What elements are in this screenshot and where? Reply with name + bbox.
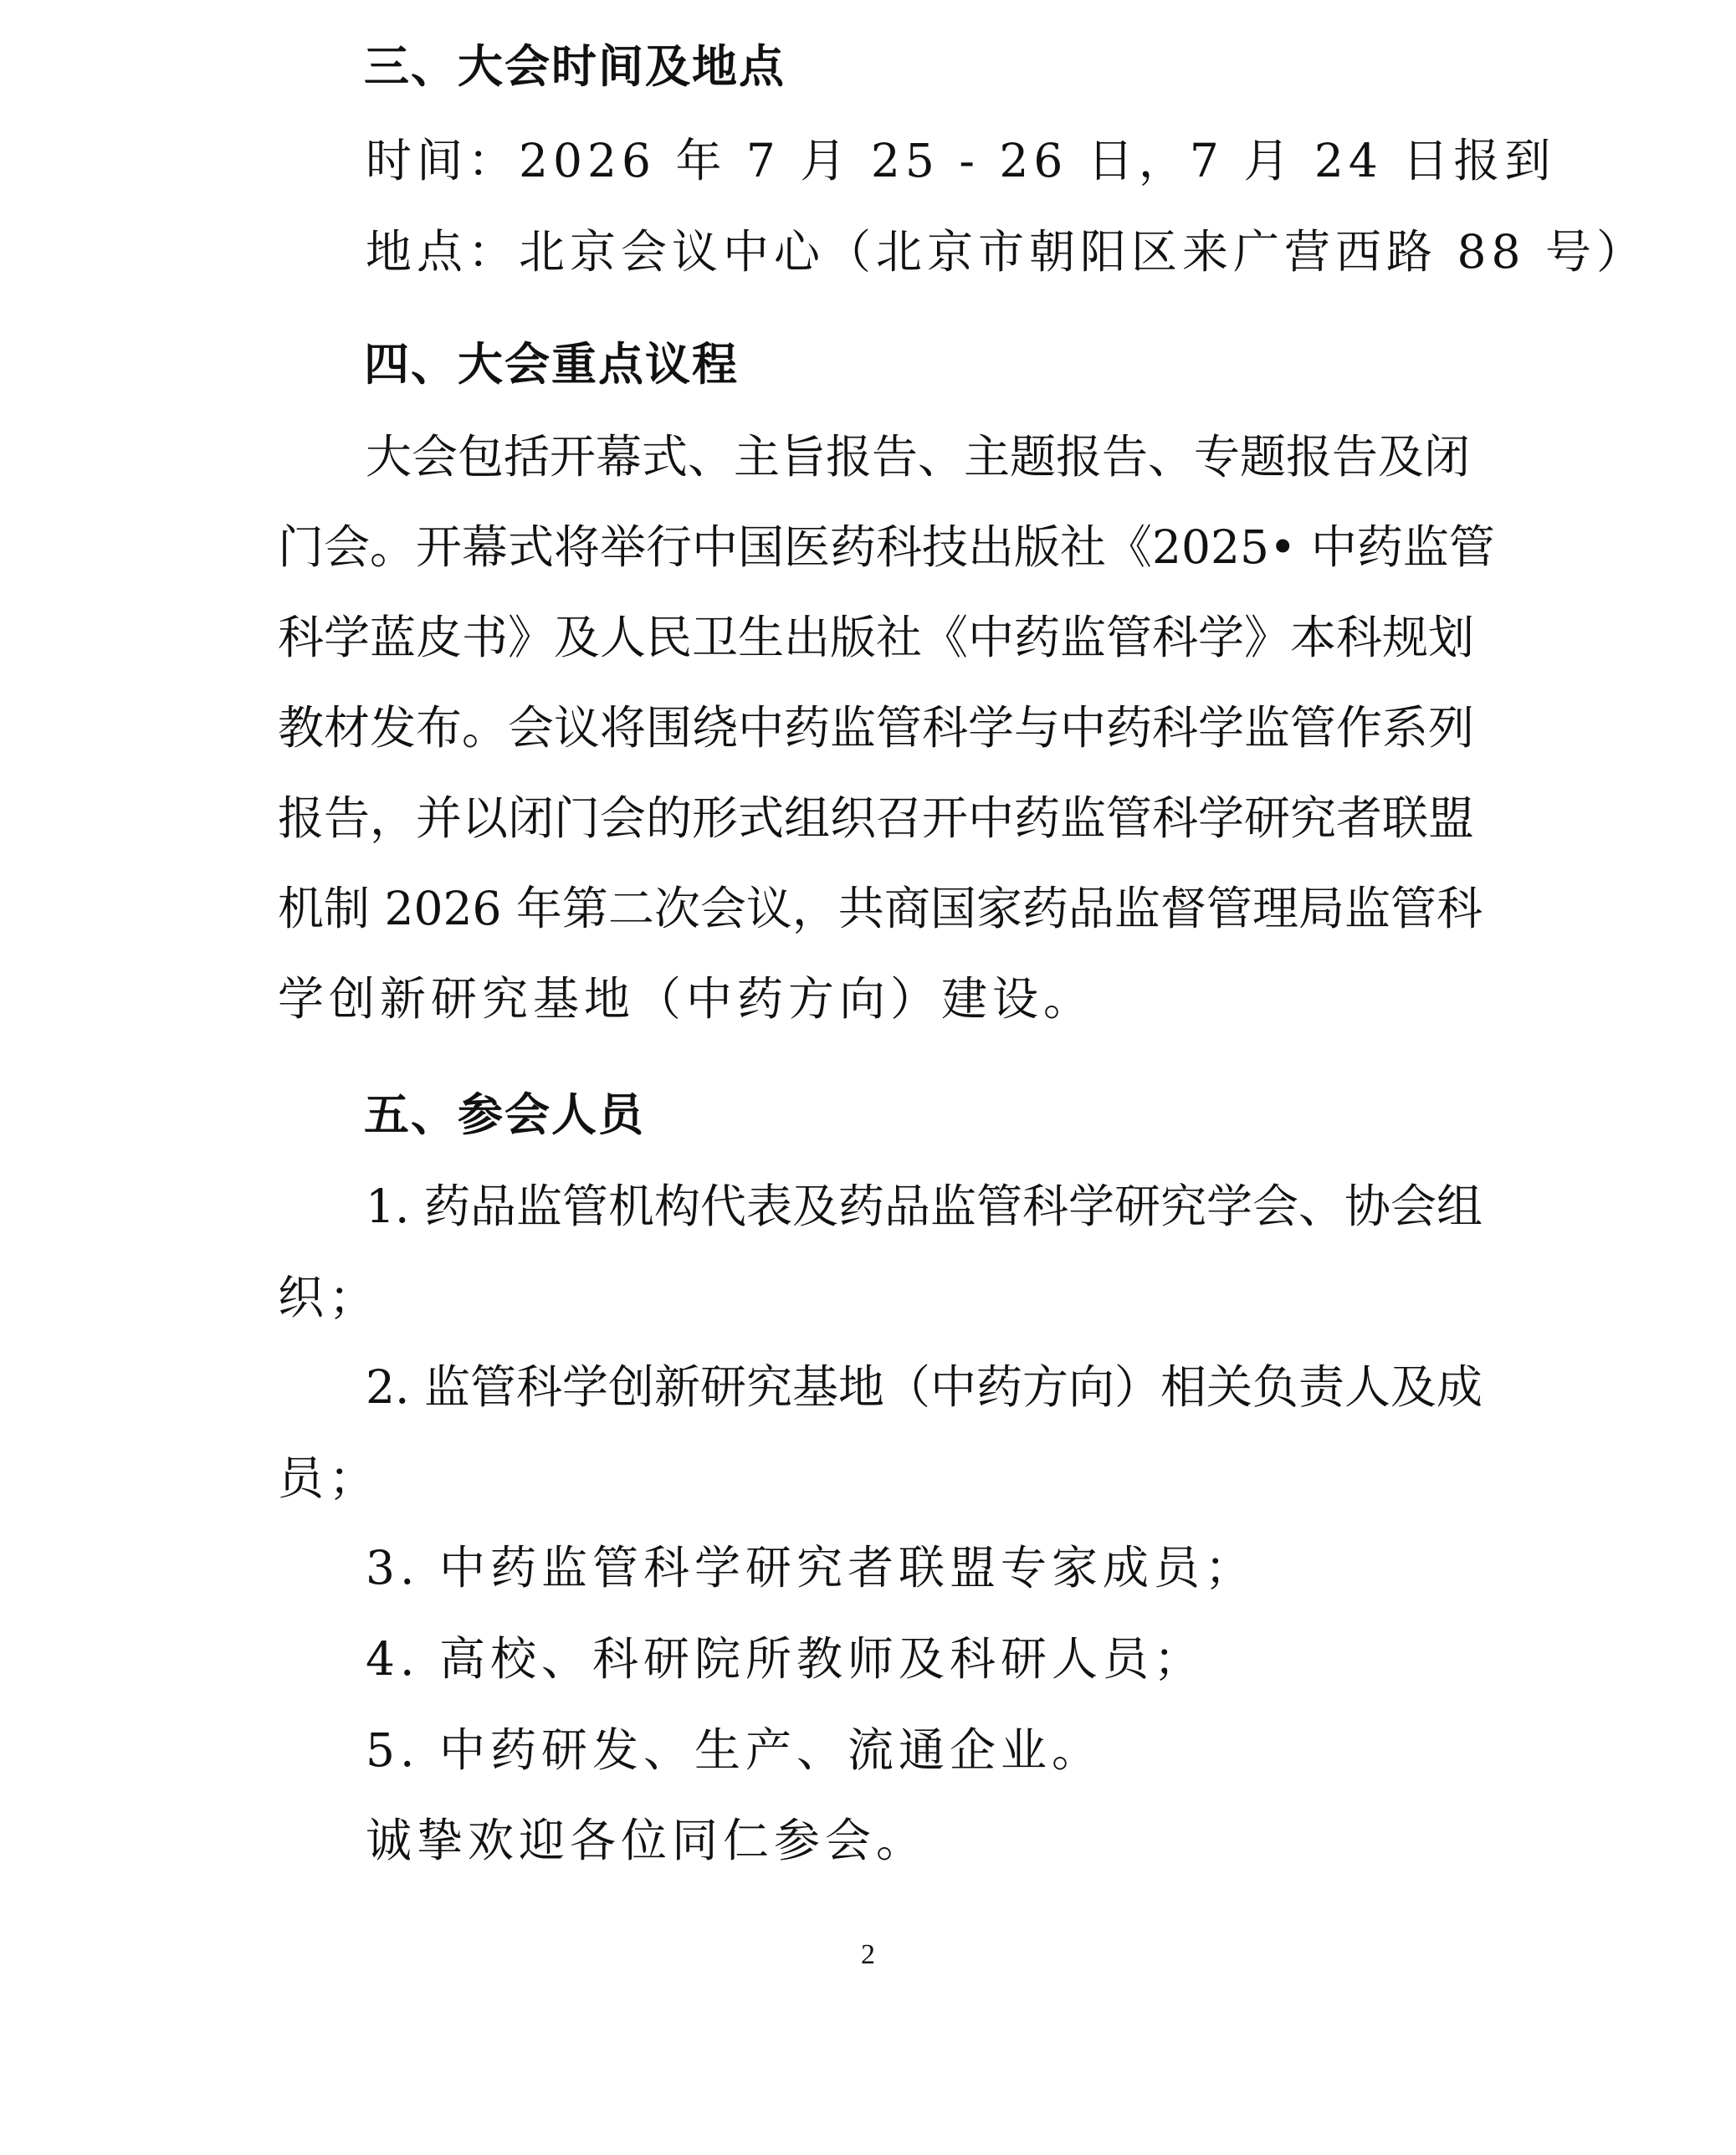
- closing-sentence: 诚挚欢迎各位同仁参会。: [366, 1814, 928, 1867]
- agenda-paragraph-line: 科学蓝皮书》及人民卫生出版社《中药监管科学》本科规划: [278, 611, 1475, 664]
- agenda-paragraph-line: 大会包括开幕式、主旨报告、主题报告、专题报告及闭: [366, 430, 1471, 484]
- attendee-item-4: 4. 高校、科研院所教师及科研人员；: [366, 1632, 1205, 1686]
- agenda-paragraph-line: 报告，并以闭门会的形式组织召开中药监管科学研究者联盟: [278, 791, 1475, 845]
- meeting-place-text: 地点：北京会议中心（北京市朝阳区来广营西路 88 号）: [366, 225, 1647, 279]
- meeting-time-text: 时间：2026 年 7 月 25 - 26 日，7 月 24 日报到: [366, 134, 1556, 187]
- attendee-item-2-cont: 员；: [278, 1451, 381, 1505]
- agenda-paragraph-line: 机制 2026 年第二次会议，共商国家药品监督管理局监管科: [278, 882, 1483, 935]
- section-heading-attendees: 五、参会人员: [364, 1088, 645, 1141]
- attendee-item-1: 1. 药品监管机构代表及药品监管科学研究学会、协会组: [366, 1180, 1483, 1233]
- agenda-paragraph-line: 门会。开幕式将举行中国医药科技出版社《2025• 中药监管: [278, 520, 1495, 574]
- page-number: 2: [861, 1939, 875, 1970]
- agenda-paragraph-line: 教材发布。会议将围绕中药监管科学与中药科学监管作系列: [278, 701, 1475, 755]
- agenda-paragraph-line: 学创新研究基地（中药方向）建设。: [278, 972, 1095, 1026]
- attendee-item-3: 3. 中药监管科学研究者联盟专家成员；: [366, 1541, 1256, 1594]
- attendee-item-1-cont: 织；: [278, 1271, 381, 1324]
- attendee-item-2: 2. 监管科学创新研究基地（中药方向）相关负责人及成: [366, 1360, 1483, 1414]
- section-heading-agenda: 四、大会重点议程: [364, 338, 739, 391]
- section-heading-time-place: 三、大会时间及地点: [364, 40, 786, 93]
- attendee-item-5: 5. 中药研发、生产、流通企业。: [366, 1723, 1103, 1777]
